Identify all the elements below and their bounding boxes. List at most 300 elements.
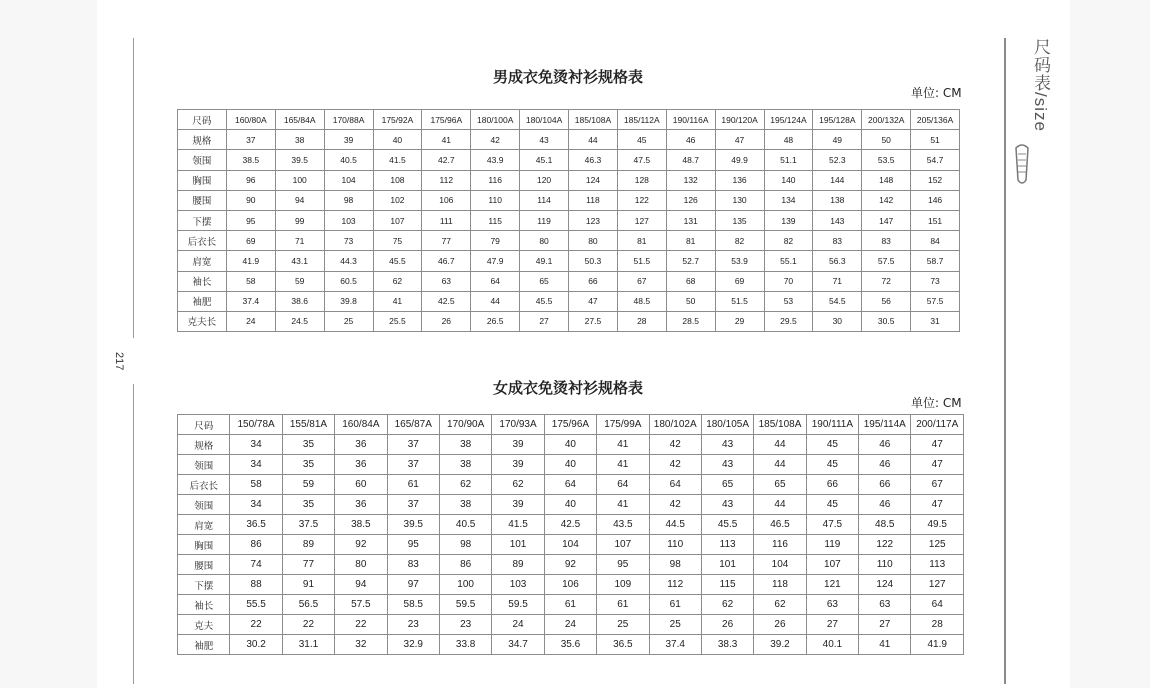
table-cell: 48.5 — [859, 515, 911, 535]
table-cell: 60 — [335, 475, 387, 495]
table-cell: 48.7 — [666, 150, 715, 170]
table-cell: 44.3 — [324, 251, 373, 271]
table-cell: 40 — [544, 495, 596, 515]
table-cell: 45 — [617, 130, 666, 150]
row-label: 腰围 — [178, 555, 230, 575]
table-cell: 65 — [754, 475, 806, 495]
table-cell: 44 — [471, 291, 520, 311]
men-table-title: 男成衣免烫衬衫规格表 — [493, 68, 644, 86]
table-cell: 111 — [422, 210, 471, 230]
table-cell: 22 — [282, 615, 334, 635]
size-column-header: 190/116A — [666, 110, 715, 130]
table-cell: 98 — [439, 535, 491, 555]
table-cell: 43 — [701, 435, 753, 455]
table-cell: 132 — [666, 170, 715, 190]
table-cell: 65 — [520, 271, 569, 291]
row-label: 规格 — [178, 130, 227, 150]
table-row — [178, 311, 960, 331]
table-cell: 83 — [813, 231, 862, 251]
table-cell: 25 — [597, 615, 649, 635]
table-cell: 50 — [666, 291, 715, 311]
table-cell: 40.5 — [324, 150, 373, 170]
table-cell: 45 — [806, 435, 858, 455]
table-cell: 39.5 — [387, 515, 439, 535]
table-cell: 70 — [764, 271, 813, 291]
table-cell: 67 — [617, 271, 666, 291]
table-cell: 103 — [492, 575, 544, 595]
table-cell: 110 — [471, 190, 520, 210]
table-cell: 37.4 — [226, 291, 275, 311]
table-cell: 119 — [806, 535, 858, 555]
table-cell: 59.5 — [492, 595, 544, 615]
table-cell: 99 — [275, 210, 324, 230]
table-cell: 64 — [649, 475, 701, 495]
table-row — [178, 210, 960, 230]
table-cell: 118 — [569, 190, 618, 210]
women-unit-label: 单位: CM — [911, 396, 962, 410]
size-column-header: 165/87A — [387, 415, 439, 435]
table-cell: 122 — [617, 190, 666, 210]
table-cell: 62 — [754, 595, 806, 615]
table-cell: 61 — [544, 595, 596, 615]
table-cell: 39 — [492, 455, 544, 475]
table-cell: 62 — [701, 595, 753, 615]
table-cell: 44 — [754, 435, 806, 455]
table-cell: 42 — [649, 435, 701, 455]
header-row — [178, 110, 960, 130]
table-cell: 94 — [335, 575, 387, 595]
table-cell: 41 — [597, 435, 649, 455]
table-cell: 126 — [666, 190, 715, 210]
table-cell: 45 — [806, 455, 858, 475]
table-cell: 47.5 — [617, 150, 666, 170]
table-cell: 51 — [911, 130, 960, 150]
table-cell: 110 — [649, 535, 701, 555]
table-cell: 86 — [439, 555, 491, 575]
table-cell: 56 — [862, 291, 911, 311]
table-cell: 27 — [859, 615, 911, 635]
size-column-header: 175/92A — [373, 110, 422, 130]
row-label: 克夫长 — [178, 311, 227, 331]
table-cell: 131 — [666, 210, 715, 230]
men-size-table — [177, 109, 960, 332]
table-row — [178, 170, 960, 190]
table-cell: 107 — [373, 210, 422, 230]
table-cell: 64 — [597, 475, 649, 495]
table-cell: 40 — [373, 130, 422, 150]
table-cell: 64 — [471, 271, 520, 291]
table-cell: 69 — [715, 271, 764, 291]
table-row — [178, 190, 960, 210]
row-label: 后衣长 — [178, 231, 227, 251]
table-cell: 45.5 — [520, 291, 569, 311]
table-cell: 142 — [862, 190, 911, 210]
table-row — [178, 495, 964, 515]
table-cell: 94 — [275, 190, 324, 210]
table-cell: 50 — [862, 130, 911, 150]
table-cell: 42 — [649, 455, 701, 475]
size-column-header: 175/96A — [422, 110, 471, 130]
table-cell: 44.5 — [649, 515, 701, 535]
table-row — [178, 130, 960, 150]
table-cell: 47 — [911, 435, 964, 455]
table-cell: 101 — [492, 535, 544, 555]
table-row — [178, 635, 964, 655]
table-cell: 63 — [422, 271, 471, 291]
table-cell: 24 — [226, 311, 275, 331]
table-cell: 74 — [230, 555, 282, 575]
table-cell: 46 — [859, 455, 911, 475]
table-cell: 24 — [492, 615, 544, 635]
right-vertical-rule — [1004, 38, 1006, 684]
table-cell: 41.9 — [911, 635, 964, 655]
table-cell: 35.6 — [544, 635, 596, 655]
table-cell: 47.5 — [806, 515, 858, 535]
size-column-header: 190/120A — [715, 110, 764, 130]
table-cell: 147 — [862, 210, 911, 230]
table-cell: 47 — [911, 455, 964, 475]
table-cell: 106 — [544, 575, 596, 595]
table-cell: 66 — [569, 271, 618, 291]
table-cell: 109 — [597, 575, 649, 595]
table-cell: 46.5 — [754, 515, 806, 535]
table-cell: 82 — [715, 231, 764, 251]
size-column-header: 155/81A — [282, 415, 334, 435]
table-cell: 28.5 — [666, 311, 715, 331]
table-cell: 35 — [282, 455, 334, 475]
table-cell: 127 — [911, 575, 964, 595]
table-cell: 54.7 — [911, 150, 960, 170]
table-cell: 55.1 — [764, 251, 813, 271]
table-cell: 90 — [226, 190, 275, 210]
table-row — [178, 455, 964, 475]
table-cell: 22 — [335, 615, 387, 635]
table-cell: 30 — [813, 311, 862, 331]
table-cell: 134 — [764, 190, 813, 210]
table-cell: 120 — [520, 170, 569, 190]
table-cell: 124 — [859, 575, 911, 595]
table-cell: 60.5 — [324, 271, 373, 291]
table-cell: 63 — [859, 595, 911, 615]
table-cell: 57.5 — [335, 595, 387, 615]
table-cell: 38.5 — [226, 150, 275, 170]
table-cell: 73 — [911, 271, 960, 291]
table-cell: 64 — [911, 595, 964, 615]
table-cell: 89 — [282, 535, 334, 555]
table-cell: 112 — [422, 170, 471, 190]
row-label: 领围 — [178, 150, 227, 170]
table-cell: 148 — [862, 170, 911, 190]
size-column-header: 170/88A — [324, 110, 373, 130]
row-label: 袖肥 — [178, 635, 230, 655]
table-cell: 38.5 — [335, 515, 387, 535]
table-cell: 125 — [911, 535, 964, 555]
table-cell: 130 — [715, 190, 764, 210]
table-cell: 46 — [859, 435, 911, 455]
table-cell: 28 — [617, 311, 666, 331]
table-row — [178, 435, 964, 455]
table-cell: 116 — [754, 535, 806, 555]
table-cell: 79 — [471, 231, 520, 251]
table-cell: 43 — [701, 495, 753, 515]
table-row — [178, 615, 964, 635]
table-cell: 95 — [226, 210, 275, 230]
table-cell: 77 — [422, 231, 471, 251]
table-cell: 54.5 — [813, 291, 862, 311]
table-cell: 108 — [373, 170, 422, 190]
table-cell: 34.7 — [492, 635, 544, 655]
table-cell: 40.5 — [439, 515, 491, 535]
table-cell: 53.5 — [862, 150, 911, 170]
table-cell: 42.5 — [544, 515, 596, 535]
table-cell: 38 — [439, 455, 491, 475]
table-cell: 34 — [230, 455, 282, 475]
table-cell: 63 — [806, 595, 858, 615]
table-cell: 52.3 — [813, 150, 862, 170]
table-cell: 37 — [387, 435, 439, 455]
table-cell: 51.5 — [715, 291, 764, 311]
table-cell: 80 — [335, 555, 387, 575]
measuring-tape-icon — [1012, 142, 1032, 186]
table-cell: 37.5 — [282, 515, 334, 535]
table-cell: 65 — [701, 475, 753, 495]
table-cell: 53 — [764, 291, 813, 311]
table-cell: 73 — [324, 231, 373, 251]
table-row — [178, 271, 960, 291]
size-column-header: 165/84A — [275, 110, 324, 130]
table-cell: 96 — [226, 170, 275, 190]
table-cell: 38 — [439, 435, 491, 455]
table-cell: 38 — [439, 495, 491, 515]
table-cell: 27 — [806, 615, 858, 635]
table-cell: 39 — [324, 130, 373, 150]
table-cell: 30.5 — [862, 311, 911, 331]
table-cell: 71 — [813, 271, 862, 291]
table-cell: 138 — [813, 190, 862, 210]
size-column-header: 175/96A — [544, 415, 596, 435]
table-cell: 140 — [764, 170, 813, 190]
table-cell: 69 — [226, 231, 275, 251]
table-cell: 42.7 — [422, 150, 471, 170]
table-cell: 31.1 — [282, 635, 334, 655]
table-cell: 50.3 — [569, 251, 618, 271]
table-cell: 89 — [492, 555, 544, 575]
table-cell: 77 — [282, 555, 334, 575]
table-cell: 80 — [569, 231, 618, 251]
table-cell: 82 — [764, 231, 813, 251]
table-row — [178, 251, 960, 271]
table-cell: 122 — [859, 535, 911, 555]
row-label: 袖长 — [178, 595, 230, 615]
table-cell: 59 — [275, 271, 324, 291]
table-row — [178, 515, 964, 535]
table-cell: 56.3 — [813, 251, 862, 271]
table-cell: 146 — [911, 190, 960, 210]
table-cell: 112 — [649, 575, 701, 595]
table-cell: 43.1 — [275, 251, 324, 271]
table-cell: 37 — [226, 130, 275, 150]
table-cell: 135 — [715, 210, 764, 230]
row-label: 肩宽 — [178, 251, 227, 271]
table-cell: 52.7 — [666, 251, 715, 271]
table-cell: 29.5 — [764, 311, 813, 331]
table-cell: 38.3 — [701, 635, 753, 655]
row-label: 规格 — [178, 435, 230, 455]
table-row — [178, 575, 964, 595]
table-cell: 37 — [387, 495, 439, 515]
size-column-header: 185/108A — [569, 110, 618, 130]
table-cell: 51.5 — [617, 251, 666, 271]
size-column-header: 195/124A — [764, 110, 813, 130]
table-cell: 86 — [230, 535, 282, 555]
table-cell: 66 — [806, 475, 858, 495]
table-cell: 25.5 — [373, 311, 422, 331]
table-cell: 39.8 — [324, 291, 373, 311]
table-cell: 38 — [275, 130, 324, 150]
table-cell: 61 — [597, 595, 649, 615]
table-cell: 143 — [813, 210, 862, 230]
table-cell: 38.6 — [275, 291, 324, 311]
size-column-header: 170/93A — [492, 415, 544, 435]
table-cell: 81 — [617, 231, 666, 251]
table-cell: 83 — [387, 555, 439, 575]
table-cell: 75 — [373, 231, 422, 251]
size-column-header: 195/114A — [859, 415, 911, 435]
table-cell: 36 — [335, 455, 387, 475]
table-cell: 47 — [569, 291, 618, 311]
row-label: 下摆 — [178, 210, 227, 230]
row-label: 克夫 — [178, 615, 230, 635]
table-cell: 41.9 — [226, 251, 275, 271]
table-cell: 107 — [597, 535, 649, 555]
table-cell: 100 — [275, 170, 324, 190]
table-cell: 22 — [230, 615, 282, 635]
table-cell: 36.5 — [230, 515, 282, 535]
table-cell: 23 — [387, 615, 439, 635]
table-cell: 116 — [471, 170, 520, 190]
table-cell: 95 — [387, 535, 439, 555]
table-cell: 88 — [230, 575, 282, 595]
table-cell: 46.7 — [422, 251, 471, 271]
table-cell: 121 — [806, 575, 858, 595]
size-column-header: 170/90A — [439, 415, 491, 435]
table-cell: 24.5 — [275, 311, 324, 331]
table-cell: 67 — [911, 475, 964, 495]
table-cell: 114 — [520, 190, 569, 210]
table-cell: 66 — [859, 475, 911, 495]
size-column-header: 185/112A — [617, 110, 666, 130]
table-cell: 40 — [544, 435, 596, 455]
table-cell: 45.1 — [520, 150, 569, 170]
table-cell: 59.5 — [439, 595, 491, 615]
table-cell: 45.5 — [373, 251, 422, 271]
size-column-header: 175/99A — [597, 415, 649, 435]
table-cell: 58 — [230, 475, 282, 495]
table-cell: 36 — [335, 495, 387, 515]
table-cell: 61 — [649, 595, 701, 615]
table-cell: 136 — [715, 170, 764, 190]
table-cell: 40 — [544, 455, 596, 475]
table-row — [178, 555, 964, 575]
table-cell: 37 — [387, 455, 439, 475]
table-cell: 58.5 — [387, 595, 439, 615]
table-cell: 107 — [806, 555, 858, 575]
table-cell: 64 — [544, 475, 596, 495]
table-cell: 44 — [569, 130, 618, 150]
table-cell: 39.5 — [275, 150, 324, 170]
table-row — [178, 150, 960, 170]
table-cell: 127 — [617, 210, 666, 230]
size-header-label: 尺码 — [178, 110, 227, 130]
left-page-margin — [0, 0, 97, 688]
table-cell: 41 — [422, 130, 471, 150]
table-cell: 53.9 — [715, 251, 764, 271]
table-cell: 80 — [520, 231, 569, 251]
table-cell: 39 — [492, 495, 544, 515]
table-cell: 32 — [335, 635, 387, 655]
table-row — [178, 475, 964, 495]
row-label: 袖长 — [178, 271, 227, 291]
table-cell: 72 — [862, 271, 911, 291]
table-cell: 43.9 — [471, 150, 520, 170]
table-cell: 32.9 — [387, 635, 439, 655]
table-cell: 48 — [764, 130, 813, 150]
table-cell: 62 — [373, 271, 422, 291]
size-column-header: 180/100A — [471, 110, 520, 130]
table-row — [178, 291, 960, 311]
size-column-header: 195/128A — [813, 110, 862, 130]
table-cell: 92 — [544, 555, 596, 575]
row-label: 腰围 — [178, 190, 227, 210]
table-cell: 42 — [471, 130, 520, 150]
row-label: 领围 — [178, 455, 230, 475]
row-label: 袖肥 — [178, 291, 227, 311]
size-column-header: 200/132A — [862, 110, 911, 130]
table-cell: 39.2 — [754, 635, 806, 655]
table-cell: 37.4 — [649, 635, 701, 655]
table-cell: 28 — [911, 615, 964, 635]
women-size-table — [177, 414, 964, 655]
table-cell: 61 — [387, 475, 439, 495]
row-label: 胸围 — [178, 535, 230, 555]
table-cell: 41.5 — [373, 150, 422, 170]
table-cell: 49.1 — [520, 251, 569, 271]
table-cell: 47 — [715, 130, 764, 150]
table-cell: 104 — [754, 555, 806, 575]
table-cell: 41 — [597, 495, 649, 515]
table-cell: 106 — [422, 190, 471, 210]
table-cell: 27.5 — [569, 311, 618, 331]
table-cell: 42.5 — [422, 291, 471, 311]
table-cell: 55.5 — [230, 595, 282, 615]
table-cell: 26.5 — [471, 311, 520, 331]
table-cell: 41 — [859, 635, 911, 655]
table-cell: 101 — [701, 555, 753, 575]
table-cell: 35 — [282, 495, 334, 515]
table-cell: 59 — [282, 475, 334, 495]
table-cell: 100 — [439, 575, 491, 595]
table-cell: 119 — [520, 210, 569, 230]
men-unit-label: 单位: CM — [911, 86, 962, 100]
row-label: 下摆 — [178, 575, 230, 595]
table-cell: 43.5 — [597, 515, 649, 535]
table-cell: 84 — [911, 231, 960, 251]
size-column-header: 185/108A — [754, 415, 806, 435]
size-column-header: 190/111A — [806, 415, 858, 435]
table-cell: 104 — [324, 170, 373, 190]
table-cell: 48.5 — [617, 291, 666, 311]
table-cell: 62 — [439, 475, 491, 495]
